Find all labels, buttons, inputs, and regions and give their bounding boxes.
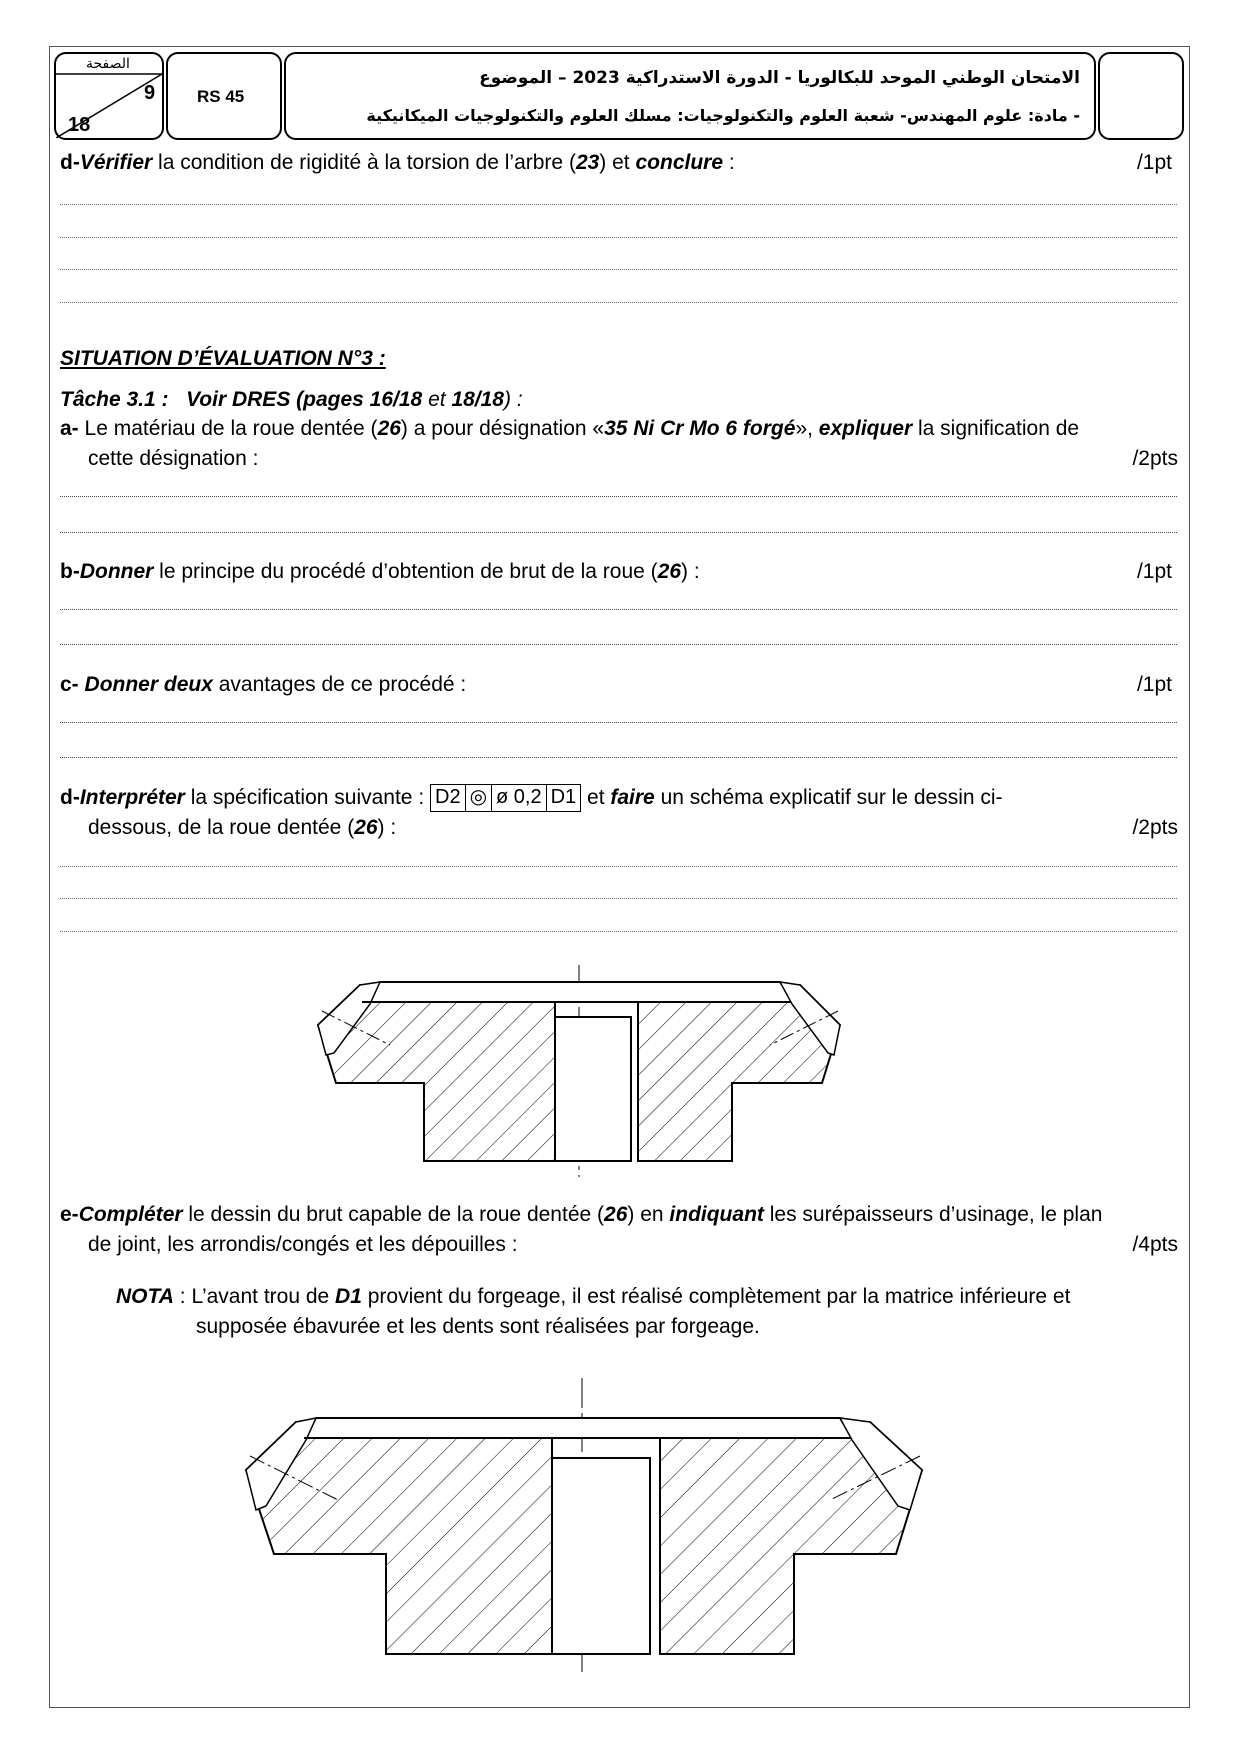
points: /4pts	[1132, 1233, 1178, 1256]
concentricity-icon: ◎	[466, 785, 492, 811]
page-total: 18	[68, 114, 91, 136]
question-d-specification: d-Interpréter la spécification suivante : D2 ◎ ø 0,2 D1 et faire un schéma explicatif sur le dessin ci- dessous, de la roue dentée (26) : /2pts	[60, 783, 1178, 843]
answer-line[interactable]	[60, 302, 1177, 303]
exam-title: الامتحان الوطني الموحد للبكالوريا - الدورة الاستدراكية 2023 – الموضوع	[479, 68, 1080, 88]
exam-code: RS 45	[197, 87, 245, 106]
spec-datum-d2: D2	[431, 785, 466, 811]
answer-line[interactable]	[60, 898, 1177, 899]
bore	[552, 1458, 650, 1654]
question-c-advantages: c- Donner deux avantages de ce procédé : /1pt	[60, 670, 1178, 700]
question-b-process: b-Donner le principe du procédé d’obtention de brut de la roue (26) : /1pt	[60, 557, 1178, 587]
spec-datum-d1: D1	[550, 786, 577, 809]
nota: NOTA : L’avant trou de D1 provient du forgeage, il est réalisé complètement par la matrice inférieure et supposée ébavurée et les dents sont réalisées par forgeage.	[116, 1285, 1071, 1338]
page-label: الصفحة	[86, 56, 130, 72]
points: /2pts	[1132, 447, 1178, 470]
points: /2pts	[1132, 816, 1178, 839]
blank-header-box	[1098, 52, 1184, 140]
answer-line[interactable]	[60, 609, 1177, 610]
page-number: 9	[144, 82, 156, 104]
title-box	[284, 52, 1096, 140]
answer-line[interactable]	[60, 644, 1177, 645]
answer-line[interactable]	[60, 237, 1177, 238]
answer-line[interactable]	[60, 722, 1177, 723]
points: /1pt	[1136, 673, 1172, 696]
exam-subject: - مادة: علوم المهندس- شعبة العلوم والتكنولوجيات: مسلك العلوم والتكنولوجيات الميكانيكية	[366, 106, 1080, 125]
gear-section-drawing-1[interactable]	[300, 955, 860, 1185]
top-band	[362, 982, 793, 1002]
exam-code-box	[166, 52, 282, 140]
gear-section-drawing-2[interactable]	[234, 1378, 934, 1678]
question-a-material: a- Le matériau de la roue dentée (26) a pour désignation «35 Ni Cr Mo 6 forgé», expliquer la signification de cette désignation : /2pts	[60, 414, 1178, 474]
spec-tolerance: ø 0,2	[492, 785, 547, 811]
answer-line[interactable]	[60, 496, 1177, 497]
question-label: d-	[60, 151, 80, 174]
question-d-torsion: d-Vérifier la condition de rigidité à la torsion de l’arbre (23) et conclure : /1pt	[60, 148, 1178, 178]
bore	[555, 1017, 631, 1161]
answer-line[interactable]	[60, 866, 1177, 867]
answer-line[interactable]	[60, 757, 1177, 758]
answer-line[interactable]	[60, 931, 1177, 932]
question-e-complete-drawing: e-Compléter le dessin du brut capable de la roue dentée (26) en indiquant les surépaisseurs d’usinage, le plan de joint, les arrondis/congés et les dépouilles : /4pts	[60, 1200, 1178, 1260]
task-heading: Tâche 3.1 : Voir DRES (pages 16/18 et 18/18) :	[60, 388, 523, 411]
points: /1pt	[1136, 560, 1172, 583]
situation-title: SITUATION D’ÉVALUATION N°3 :	[60, 347, 386, 370]
page-number-box	[54, 52, 164, 140]
top-band	[304, 1418, 852, 1438]
answer-line[interactable]	[60, 269, 1177, 270]
answer-line[interactable]	[60, 204, 1177, 205]
tolerance-frame	[430, 784, 581, 812]
points: /1pt	[1136, 151, 1172, 174]
answer-line[interactable]	[60, 532, 1177, 533]
